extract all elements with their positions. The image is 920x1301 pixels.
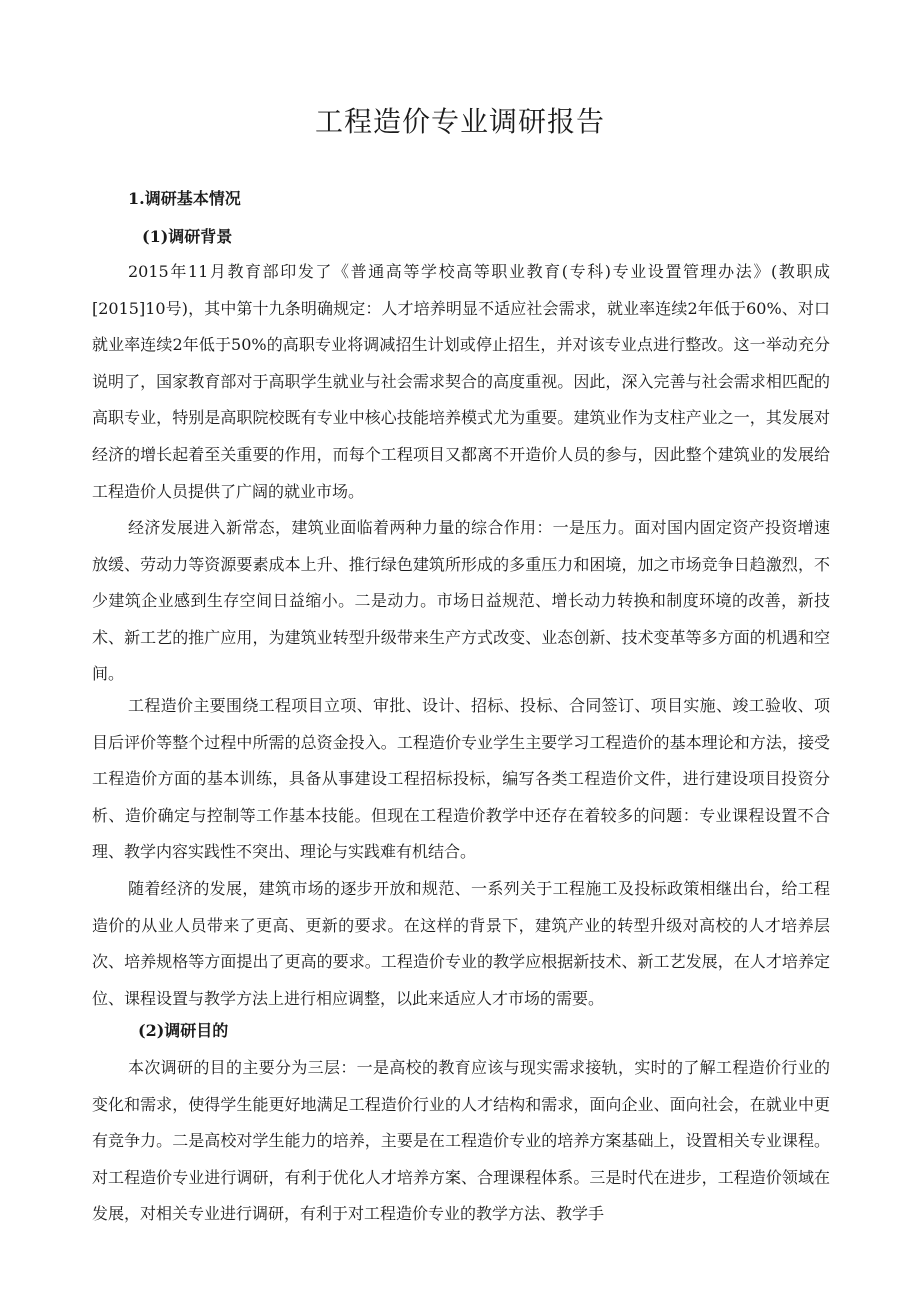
section-1-heading: 1.调研基本情况 xyxy=(128,189,241,208)
paragraph-background-1: 2015年11月教育部印发了《普通高等学校高等职业教育(专科)专业设置管理办法》(教职成[2015]10号)，其中第十九条明确规定：人才培养明显不适应社会需求，就业率连续2年低于60%、对口就业率连续2年低于50%的高职专业将调减招生计划或停止招生，并对该专业点进行整改。这一举动充分说明了，国家教育部对于高职学生就业与社会需求契合的高度重视。因此，深入完善与社会需求相匹配的高职专业，特别是高职院校既有专业中核心技能培养模式尤为重要。建筑业作为支柱产业之一，其发展对经济的增长起着至关重要的作用，而每个工程项目又都离不开造价人员的参与，因此整个建筑业的发展给工程造价人员提供了广阔的就业市场。 xyxy=(92,262,830,501)
subsection-background-heading: (1)调研背景 xyxy=(142,227,233,246)
document-title: 工程造价专业调研报告 xyxy=(314,105,605,138)
paragraph-background-2: 经济发展进入新常态，建筑业面临着两种力量的综合作用：一是压力。面对国内固定资产投资增速放缓、劳动力等资源要素成本上升、推行绿色建筑所形成的多重压力和困境，加之市场竞争日趋激烈，不少建筑企业感到生存空间日益缩小。二是动力。市场日益规范、增长动力转换和制度环境的改善，新技术、新工艺的推广应用，为建筑业转型升级带来生产方式改变、业态创新、技术变革等多方面的机遇和空间。 xyxy=(92,518,830,684)
paragraph-background-4: 随着经济的发展，建筑市场的逐步开放和规范、一系列关于工程施工及投标政策相继出台，给工程造价的从业人员带来了更高、更新的要求。在这样的背景下，建筑产业的转型升级对高校的人才培养层次、培养规格等方面提出了更高的要求。工程造价专业的教学应根据新技术、新工艺发展，在人才培养定位、课程设置与教学方法上进行相应调整，以此来适应人才市场的需要。 xyxy=(92,879,830,1008)
paragraph-purpose-1: 本次调研的目的主要分为三层：一是高校的教育应该与现实需求接轨，实时的了解工程造价行业的变化和需求，使得学生能更好地满足工程造价行业的人才结构和需求，面向企业、面向社会，在就业中更有竞争力。二是高校对学生能力的培养，主要是在工程造价专业的培养方案基础上，设置相关专业课程。对工程造价专业进行调研，有利于优化人才培养方案、合理课程体系。三是时代在进步，工程造价领域在发展，对相关专业进行调研，有利于对工程造价专业的教学方法、教学手 xyxy=(92,1058,830,1224)
subsection-purpose-heading: (2)调研目的 xyxy=(138,1021,229,1040)
paragraph-background-3: 工程造价主要围绕工程项目立项、审批、设计、招标、投标、合同签订、项目实施、竣工验收、项目后评价等整个过程中所需的总资金投入。工程造价专业学生主要学习工程造价的基本理论和方法，接受工程造价方面的基本训练，具备从事建设工程招标投标，编写各类工程造价文件，进行建设项目投资分析、造价确定与控制等工作基本技能。但现在工程造价教学中还存在着较多的问题：专业课程设置不合理、教学内容实践性不突出、理论与实践难有机结合。 xyxy=(92,696,830,862)
